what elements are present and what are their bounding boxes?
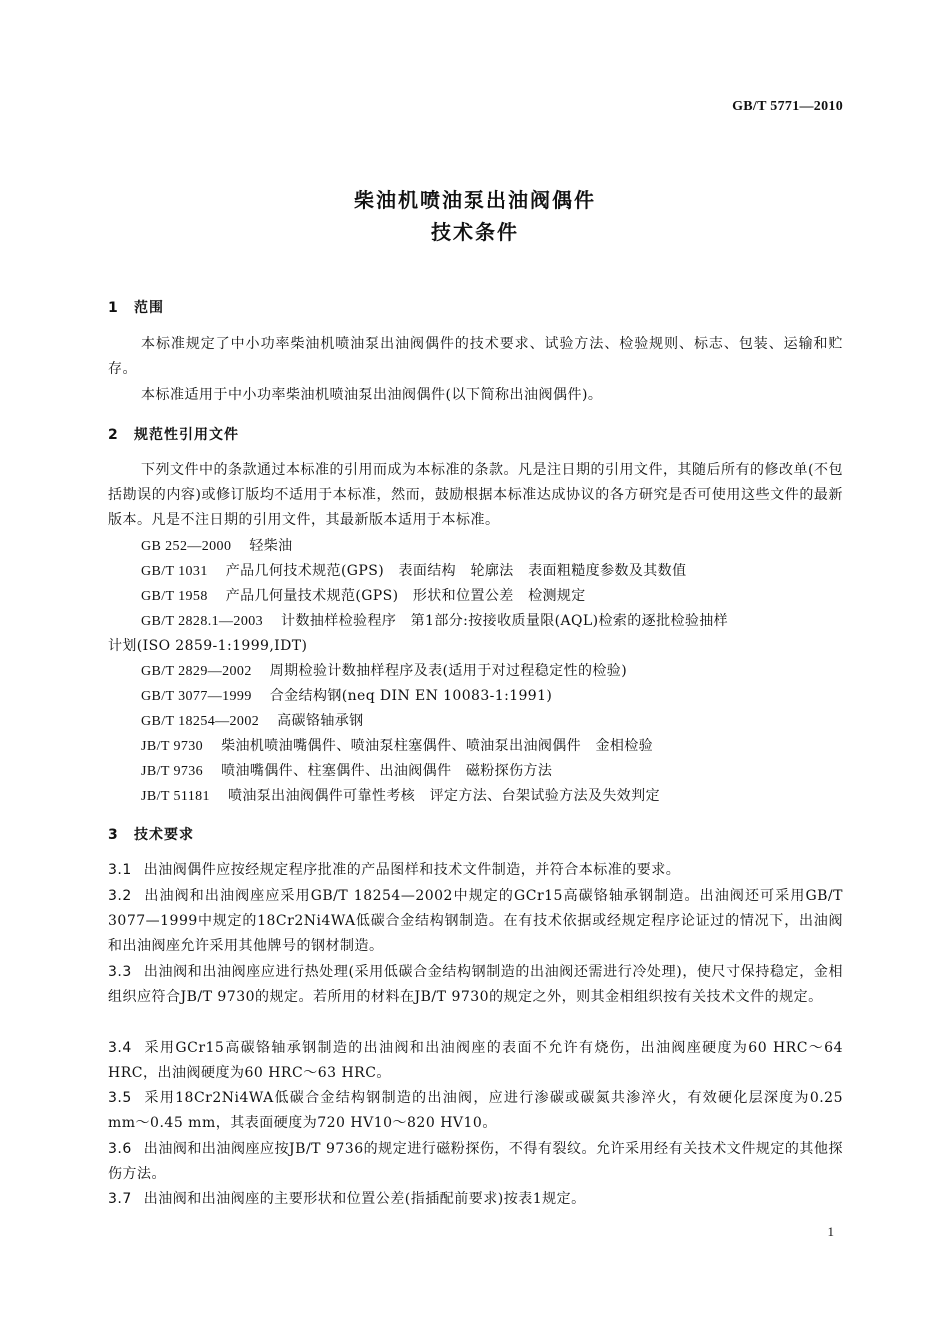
requirement-clause	[108, 884, 843, 959]
clause-number: 3.7	[108, 1191, 132, 1207]
section-title: 范围	[134, 300, 164, 316]
section-title: 技术要求	[134, 827, 194, 843]
reference-item	[141, 534, 293, 559]
reference-item	[141, 584, 586, 609]
reference-code: JB/T 9736	[141, 764, 204, 779]
standard-code: GB/T 5771—2010	[732, 99, 843, 114]
clause-number: 3.1	[108, 862, 132, 878]
reference-item	[141, 609, 728, 634]
reference-code: GB/T 2828.1—2003	[141, 614, 264, 629]
clause-text: 出油阀和出油阀座应采用GB/T 18254—2002中规定的GCr15高碳铬轴承钢制造。出油阀还可采用GB/T 3077—1999中规定的18Cr2Ni4WA低碳合金结构钢制造。在有技术依据或经规定程序论证过的情况下，出油阀和出油阀座允许采用其他牌号的钢材制造。	[108, 888, 843, 954]
requirement-clause	[108, 858, 843, 883]
section-heading-scope	[108, 297, 164, 317]
requirement-clause	[108, 1137, 843, 1187]
reference-title: 轻柴油	[249, 538, 293, 554]
reference-code: GB/T 18254—2002	[141, 714, 260, 729]
scope-paragraph-2: 本标准适用于中小功率柴油机喷油泵出油阀偶件(以下简称出油阀偶件)。	[141, 387, 603, 403]
reference-code: GB/T 2829—2002	[141, 664, 252, 679]
reference-code: GB/T 1031	[141, 564, 208, 579]
reference-title: 柴油机喷油嘴偶件、喷油泵柱塞偶件、喷油泵出油阀偶件 金相检验	[221, 738, 654, 754]
reference-continuation: 计划(ISO 2859-1:1999,IDT)	[108, 638, 308, 654]
reference-title: 周期检验计数抽样程序及表(适用于对过程稳定性的检验)	[269, 663, 628, 679]
reference-title: 喷油泵出油阀偶件可靠性考核 评定方法、台架试验方法及失效判定	[227, 788, 660, 804]
reference-item	[141, 759, 552, 784]
clause-text: 采用18Cr2Ni4WA低碳合金结构钢制造的出油阀，应进行渗碳或碳氮共渗淬火，有效硬化层深度为0.25 mm～0.45 mm，其表面硬度为720 HV10～820 HV10。	[108, 1090, 843, 1131]
clause-number: 3.6	[108, 1141, 132, 1157]
clause-number: 3.2	[108, 888, 132, 904]
reference-code: JB/T 51181	[141, 789, 210, 804]
clause-text: 出油阀和出油阀座应进行热处理(采用低碳合金结构钢制造的出油阀还需进行冷处理)，使尺寸保持稳定，金相组织应符合JB/T 9730的规定。若所用的材料在JB/T 9730的规定之外，则其金相组织按有关技术文件的规定。	[108, 964, 843, 1005]
reference-code: GB/T 3077—1999	[141, 689, 252, 704]
reference-code: GB/T 1958	[141, 589, 208, 604]
reference-code: GB 252—2000	[141, 539, 232, 554]
reference-title: 计数抽样检验程序 第1部分:按接收质量限(AQL)检索的逐批检验抽样	[281, 613, 729, 629]
reference-title: 高碳铬轴承钢	[277, 713, 364, 729]
reference-code: JB/T 9730	[141, 739, 204, 754]
document-subtitle: 技术条件	[431, 220, 519, 244]
section-title: 规范性引用文件	[134, 427, 239, 443]
reference-item	[141, 659, 627, 684]
reference-item	[141, 559, 686, 584]
page-number: 1	[827, 1224, 834, 1239]
reference-title: 合金结构钢(neq DIN EN 10083-1:1991)	[269, 688, 553, 704]
reference-title: 产品几何技术规范(GPS) 表面结构 轮廓法 表面粗糙度参数及其数值	[225, 563, 687, 579]
reference-item	[141, 709, 364, 734]
scope-paragraph-1: 本标准规定了中小功率柴油机喷油泵出油阀偶件的技术要求、试验方法、检验规则、标志、包装、运输和贮存。	[108, 336, 843, 377]
reference-item	[141, 684, 552, 709]
section-number: 2	[108, 427, 119, 443]
clause-text: 出油阀偶件应按经规定程序批准的产品图样和技术文件制造，并符合本标准的要求。	[143, 862, 681, 878]
clause-text: 出油阀和出油阀座的主要形状和位置公差(指插配前要求)按表1规定。	[143, 1191, 586, 1207]
reference-title: 产品几何量技术规范(GPS) 形状和位置公差 检测规定	[225, 588, 586, 604]
section-heading-normative-references	[108, 424, 239, 444]
normative-intro-paragraph: 下列文件中的条款通过本标准的引用而成为本标准的条款。凡是注日期的引用文件，其随后所有的修改单(不包括勘误的内容)或修订版均不适用于本标准，然而，鼓励根据本标准达成协议的各方研究是否可使用这些文件的最新版本。凡是不注日期的引用文件，其最新版本适用于本标准。	[108, 462, 843, 528]
reference-item	[141, 734, 653, 759]
section-number: 3	[108, 827, 119, 843]
section-number: 1	[108, 300, 119, 316]
requirement-clause	[108, 1036, 843, 1086]
requirement-clause	[108, 1187, 843, 1212]
clause-number: 3.4	[108, 1040, 132, 1056]
section-heading-technical-requirements	[108, 824, 194, 844]
clause-number: 3.3	[108, 964, 132, 980]
requirement-clause	[108, 1086, 843, 1136]
reference-title: 喷油嘴偶件、柱塞偶件、出油阀偶件 磁粉探伤方法	[221, 763, 553, 779]
requirement-clause	[108, 960, 843, 1010]
reference-item	[141, 784, 660, 809]
document-title: 柴油机喷油泵出油阀偶件	[354, 188, 596, 212]
clause-text: 采用GCr15高碳铬轴承钢制造的出油阀和出油阀座的表面不允许有烧伤，出油阀座硬度为60 HRC～64 HRC，出油阀硬度为60 HRC～63 HRC。	[108, 1040, 843, 1081]
clause-text: 出油阀和出油阀座应按JB/T 9736的规定进行磁粉探伤，不得有裂纹。允许采用经有关技术文件规定的其他探伤方法。	[108, 1141, 843, 1182]
clause-number: 3.5	[108, 1090, 132, 1106]
